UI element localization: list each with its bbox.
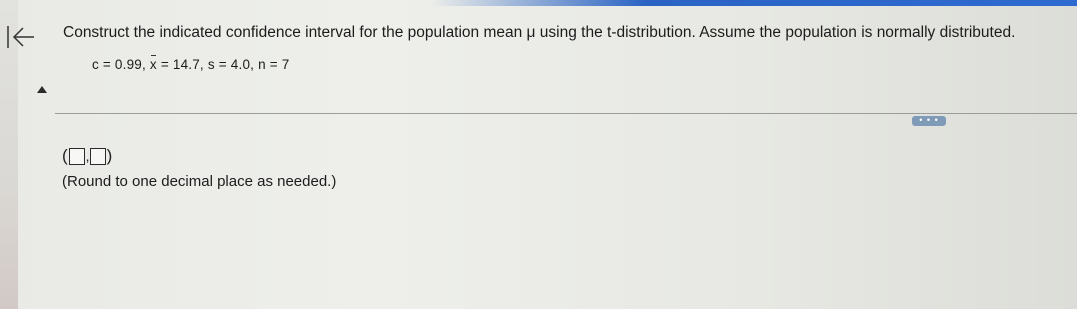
param-s: s = 4.0, bbox=[207, 57, 255, 72]
back-arrow-icon[interactable] bbox=[6, 22, 36, 52]
param-xbar-value: = 14.7, bbox=[156, 57, 204, 72]
caret-up-icon[interactable] bbox=[37, 86, 47, 93]
more-button[interactable]: • • • bbox=[912, 116, 946, 126]
close-paren: ) bbox=[106, 146, 113, 165]
open-paren: ( bbox=[62, 146, 68, 165]
param-xbar-symbol: x bbox=[149, 57, 157, 72]
param-n: n = 7 bbox=[258, 57, 290, 72]
answer-interval bbox=[62, 145, 112, 167]
lower-bound-input[interactable] bbox=[69, 148, 85, 165]
top-accent-bar bbox=[0, 0, 1077, 6]
question-text: Construct the indicated confidence interval for the population mean μ using the t-distribution. Assume the population is normally distributed. bbox=[63, 24, 1016, 41]
interval-separator: , bbox=[85, 148, 90, 164]
rounding-hint: (Round to one decimal place as needed.) bbox=[62, 173, 337, 190]
section-divider bbox=[55, 113, 1077, 114]
param-c: c = 0.99, bbox=[92, 57, 146, 72]
upper-bound-input[interactable] bbox=[90, 148, 106, 165]
given-parameters bbox=[92, 57, 289, 72]
